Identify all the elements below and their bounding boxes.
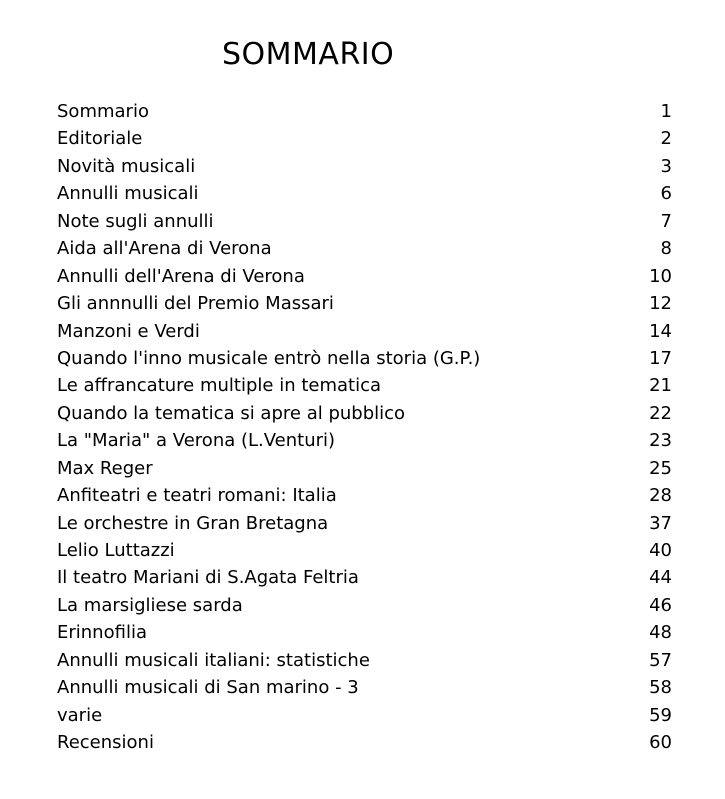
toc-entry <box>57 619 672 646</box>
toc-entry-page-number: 25 <box>649 457 672 479</box>
toc-entry-title: Quando la tematica si apre al pubblico <box>57 402 406 424</box>
toc-entry <box>57 290 672 317</box>
toc-entry-title: Lelio Luttazzi <box>57 540 175 561</box>
toc-entry-page-number: 1 <box>660 101 672 122</box>
toc-entry <box>57 372 672 399</box>
toc-entry-page-number: 12 <box>649 293 672 315</box>
toc-entry-title: Erinnofilia <box>57 622 147 644</box>
toc-entry-page-number: 6 <box>660 183 672 205</box>
toc-entry-page-number: 17 <box>649 347 672 369</box>
toc-entry-page-number: 46 <box>649 594 672 616</box>
toc-entry <box>57 729 672 756</box>
toc-entry-title: Note sugli annulli <box>57 210 214 232</box>
toc-entry-page-number: 14 <box>649 320 672 342</box>
toc-entry-page-number: 10 <box>649 265 672 287</box>
toc-entry <box>57 482 672 509</box>
toc-entry-page-number: 60 <box>649 732 672 754</box>
toc-entry-page-number: 28 <box>649 485 672 507</box>
toc-entry-title: Editoriale <box>57 128 143 150</box>
toc-entry-page-number: 23 <box>649 430 672 452</box>
toc-entry-title: varie <box>57 704 103 726</box>
toc-entry <box>57 702 672 729</box>
toc-entry-title: Gli annnulli del Premio Massari <box>57 293 334 315</box>
toc-entry-title: Max Reger <box>57 457 153 479</box>
toc-entry-title: Annulli dell'Arena di Verona <box>57 265 305 287</box>
toc-entry <box>57 674 672 701</box>
toc-entry-title: La marsigliese sarda <box>57 594 243 616</box>
toc-entry-page-number: 44 <box>649 567 672 589</box>
toc-entry <box>57 427 672 454</box>
toc-entry-page-number: 21 <box>649 375 672 397</box>
toc-entry-page-number: 48 <box>649 622 672 644</box>
toc-entry-title: Recensioni <box>57 732 154 754</box>
toc-entry-title: Le affrancature multiple in tematica <box>57 375 382 397</box>
toc-entry-title: Aida all'Arena di Verona <box>57 238 272 260</box>
toc-entry-title: Novità musicali <box>57 155 196 177</box>
toc-entry-title: Annulli musicali <box>57 183 199 205</box>
toc-entry <box>57 400 672 427</box>
toc-entry <box>57 180 672 207</box>
toc-entry-title: La "Maria" a Verona (L.Venturi) <box>57 430 336 452</box>
toc-entry-page-number: 22 <box>649 402 672 424</box>
toc-entry <box>57 455 672 482</box>
table-of-contents <box>57 98 672 757</box>
toc-entry <box>57 564 672 591</box>
toc-entry-title: Annulli musicali di San marino - 3 <box>57 677 359 699</box>
toc-entry-title: Le orchestre in Gran Bretagna <box>57 512 329 534</box>
toc-entry-page-number: 7 <box>660 210 672 232</box>
toc-entry <box>57 592 672 619</box>
toc-entry-title: Il teatro Mariani di S.Agata Feltria <box>57 567 359 589</box>
toc-entry-title: Anfiteatri e teatri romani: Italia <box>57 485 337 507</box>
toc-entry-page-number: 3 <box>660 155 672 177</box>
toc-entry <box>57 263 672 290</box>
toc-entry-page-number: 8 <box>660 238 672 260</box>
toc-entry-title: Sommario <box>57 101 149 122</box>
toc-entry-page-number: 59 <box>649 704 672 726</box>
toc-entry-title: Manzoni e Verdi <box>57 320 200 342</box>
toc-entry <box>57 510 672 537</box>
toc-entry-page-number: 57 <box>649 649 672 671</box>
toc-entry-page-number: 2 <box>660 128 672 150</box>
toc-entry-page-number: 40 <box>649 540 672 561</box>
toc-entry <box>57 153 672 180</box>
toc-entry <box>57 647 672 674</box>
toc-entry <box>57 125 672 152</box>
toc-entry <box>57 208 672 235</box>
toc-entry <box>57 318 672 345</box>
toc-entry <box>57 345 672 372</box>
toc-entry-title: Quando l'inno musicale entrò nella storia (G.P.) <box>57 347 481 369</box>
toc-entry <box>57 537 672 564</box>
toc-entry <box>57 235 672 262</box>
page-title: SOMMARIO <box>222 37 395 72</box>
toc-entry-page-number: 58 <box>649 677 672 699</box>
toc-entry-title: Annulli musicali italiani: statistiche <box>57 649 370 671</box>
toc-entry <box>57 98 672 125</box>
toc-entry-page-number: 37 <box>649 512 672 534</box>
